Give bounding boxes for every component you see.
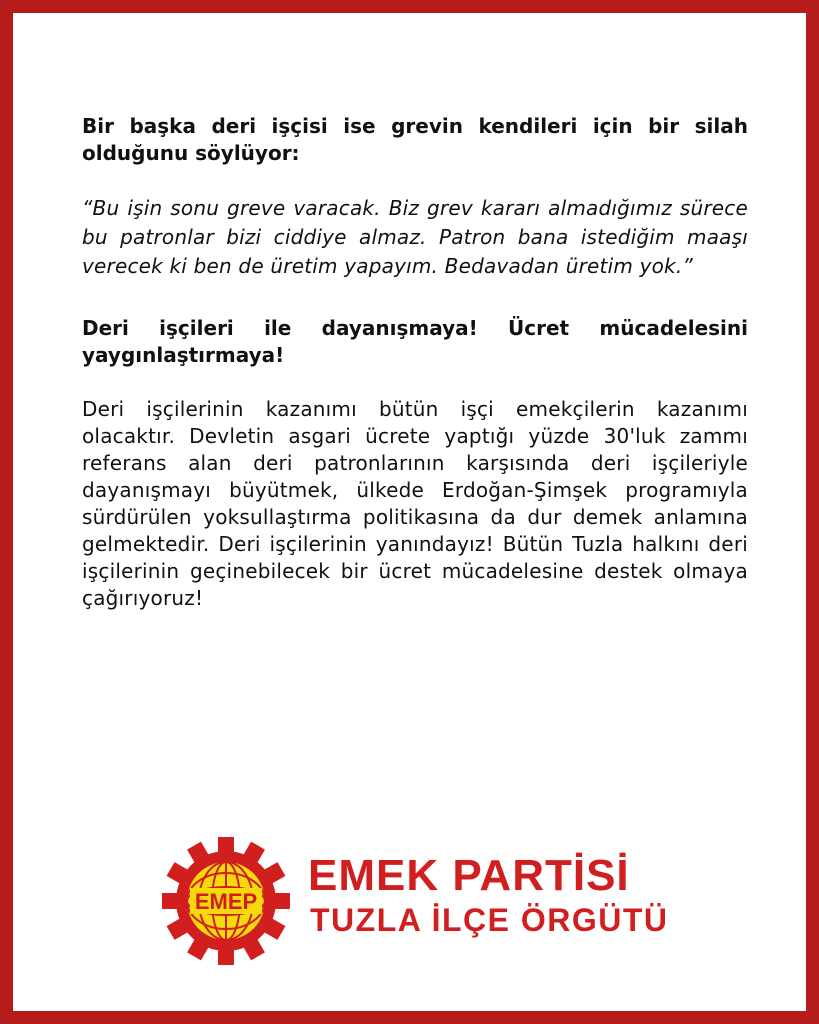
body-paragraph: Deri işçilerinin kazanımı bütün işçi emekçilerin kazanımı olacaktır. Devletin asgari ücrete yaptığı yüzde 30'luk zammı referans alan deri patronlarının karşısında deri işçileriyle dayanışmayı büyütmek, ülkede Erdoğan-Şimşek programıyla sürdürülen yoksullaştırma politikasına da dur demek anlamına gelmektedir. Deri işçilerinin yanındayız! Bütün Tuzla halkını deri işçilerinin geçinebilecek bir ücret mücadelesine destek olmaya çağırıyoruz!	[82, 397, 748, 610]
emblem-text: EMEP	[194, 889, 258, 914]
worker-quote: “Bu işin sonu greve varacak. Biz grev kararı almadığımız sürece bu patronlar bizi ciddiye almaz. Patron bana istediğim maaşı verecek ki ben de üretim yapayım. Bedavadan üretim yok.”	[82, 196, 748, 278]
district-organization: TUZLA İLÇE ÖRGÜTÜ	[310, 902, 669, 938]
emep-logo	[158, 836, 669, 966]
heading-worker-quote-intro: Bir başka deri işçisi ise grevin kendileri için bir silah olduğunu söylüyor:	[82, 114, 748, 165]
gear-globe-icon	[158, 836, 294, 966]
article-content	[82, 113, 748, 612]
party-name: EMEK PARTİSİ	[308, 851, 630, 900]
heading-solidarity: Deri işçileri ile dayanışmaya! Ücret mücadelesini yaygınlaştırmaya!	[82, 316, 748, 367]
